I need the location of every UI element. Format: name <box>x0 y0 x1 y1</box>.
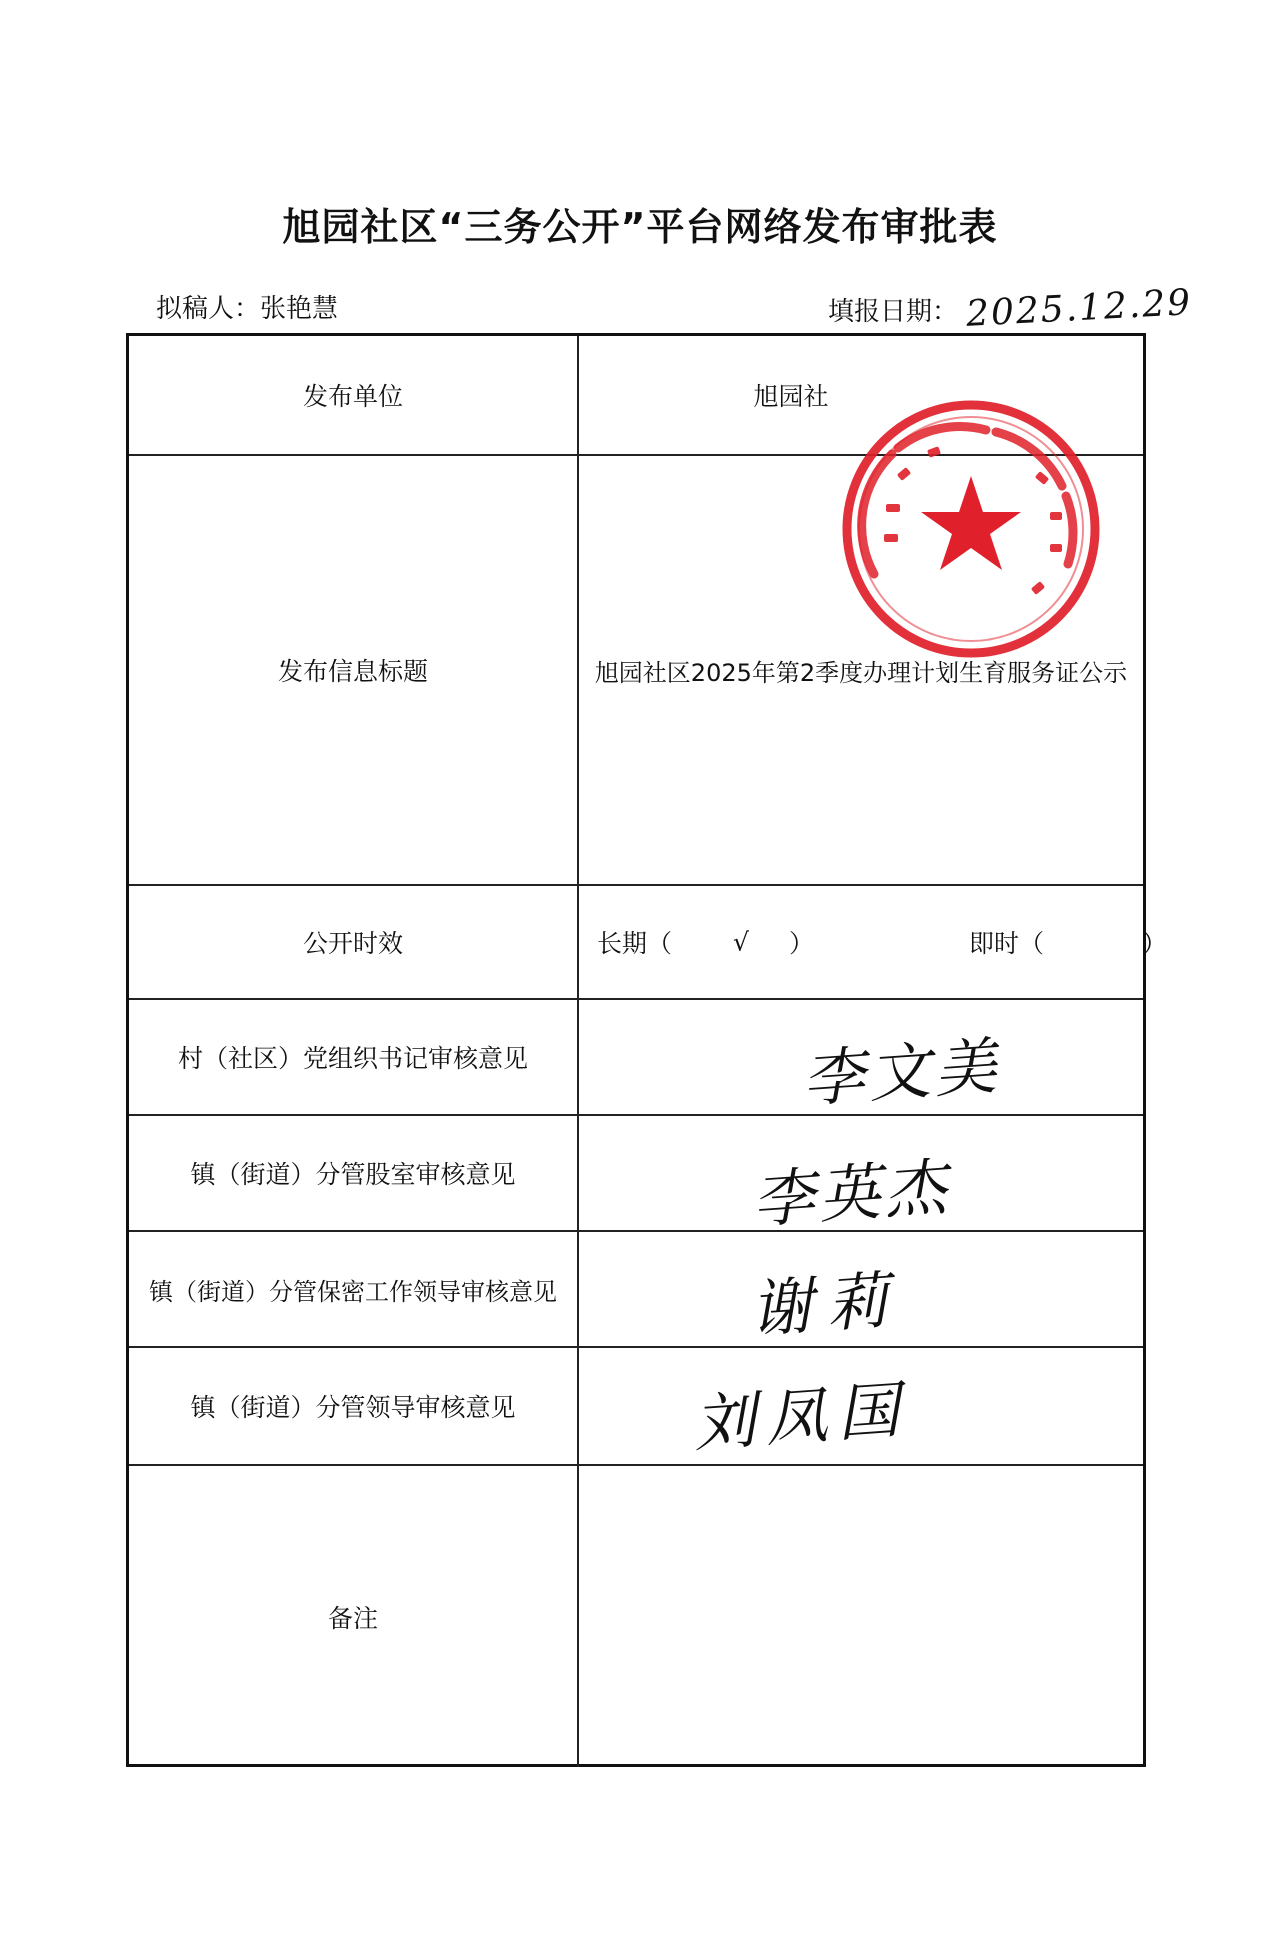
signature: 李文美 <box>800 1028 1003 1116</box>
table-row-remarks <box>129 1466 1143 1767</box>
table-row-section <box>129 1116 1143 1237</box>
date-label: 填报日期： <box>828 297 959 327</box>
date-value: 2025.12.29 <box>965 282 1194 335</box>
publisher-text: 旭园社 <box>753 382 829 411</box>
remarks-value <box>579 1466 1143 1767</box>
signature-cell <box>579 1116 1143 1237</box>
row-label: 镇（街道）分管股室审核意见 <box>129 1116 579 1230</box>
row-label: 备注 <box>129 1466 579 1767</box>
immediate-close: ） <box>1142 929 1168 958</box>
drafter-label: 拟稿人：张艳慧 <box>156 294 339 324</box>
table-row-leader <box>129 1348 1143 1466</box>
info-title-text: 旭园社区2025年第2季度办理计划生育服务证公示 <box>594 658 1128 687</box>
row-label: 村（社区）党组织书记审核意见 <box>129 1000 579 1114</box>
signature-cell <box>579 1348 1143 1464</box>
timeliness-value <box>579 886 1168 998</box>
row-label: 镇（街道）分管领导审核意见 <box>129 1348 579 1464</box>
table-row-timeliness <box>129 886 1168 1000</box>
fill-date <box>828 282 1194 335</box>
signature-cell <box>579 1232 1143 1346</box>
form-title: 旭园社区“三务公开”平台网络发布审批表 <box>282 205 998 249</box>
check-mark: √ <box>733 927 749 957</box>
row-label: 镇（街道）分管保密工作领导审核意见 <box>129 1232 579 1346</box>
row-label: 公开时效 <box>129 886 579 998</box>
row-label: 发布单位 <box>129 336 579 454</box>
official-seal <box>836 394 1106 664</box>
signature: 谢莉 <box>747 1262 905 1346</box>
signature-cell <box>579 1000 1143 1114</box>
immediate-option: 即时（ <box>969 929 1045 958</box>
red-star-icon <box>921 476 1021 570</box>
table-row-secretary <box>129 1000 1143 1116</box>
table-row-confidentiality <box>129 1232 1143 1348</box>
row-label: 发布信息标题 <box>129 456 579 884</box>
long-term-option: 长期（ <box>597 929 673 958</box>
signature: 刘凤国 <box>691 1372 912 1460</box>
long-term-close: ） <box>789 929 815 958</box>
signature: 李英杰 <box>750 1149 953 1237</box>
